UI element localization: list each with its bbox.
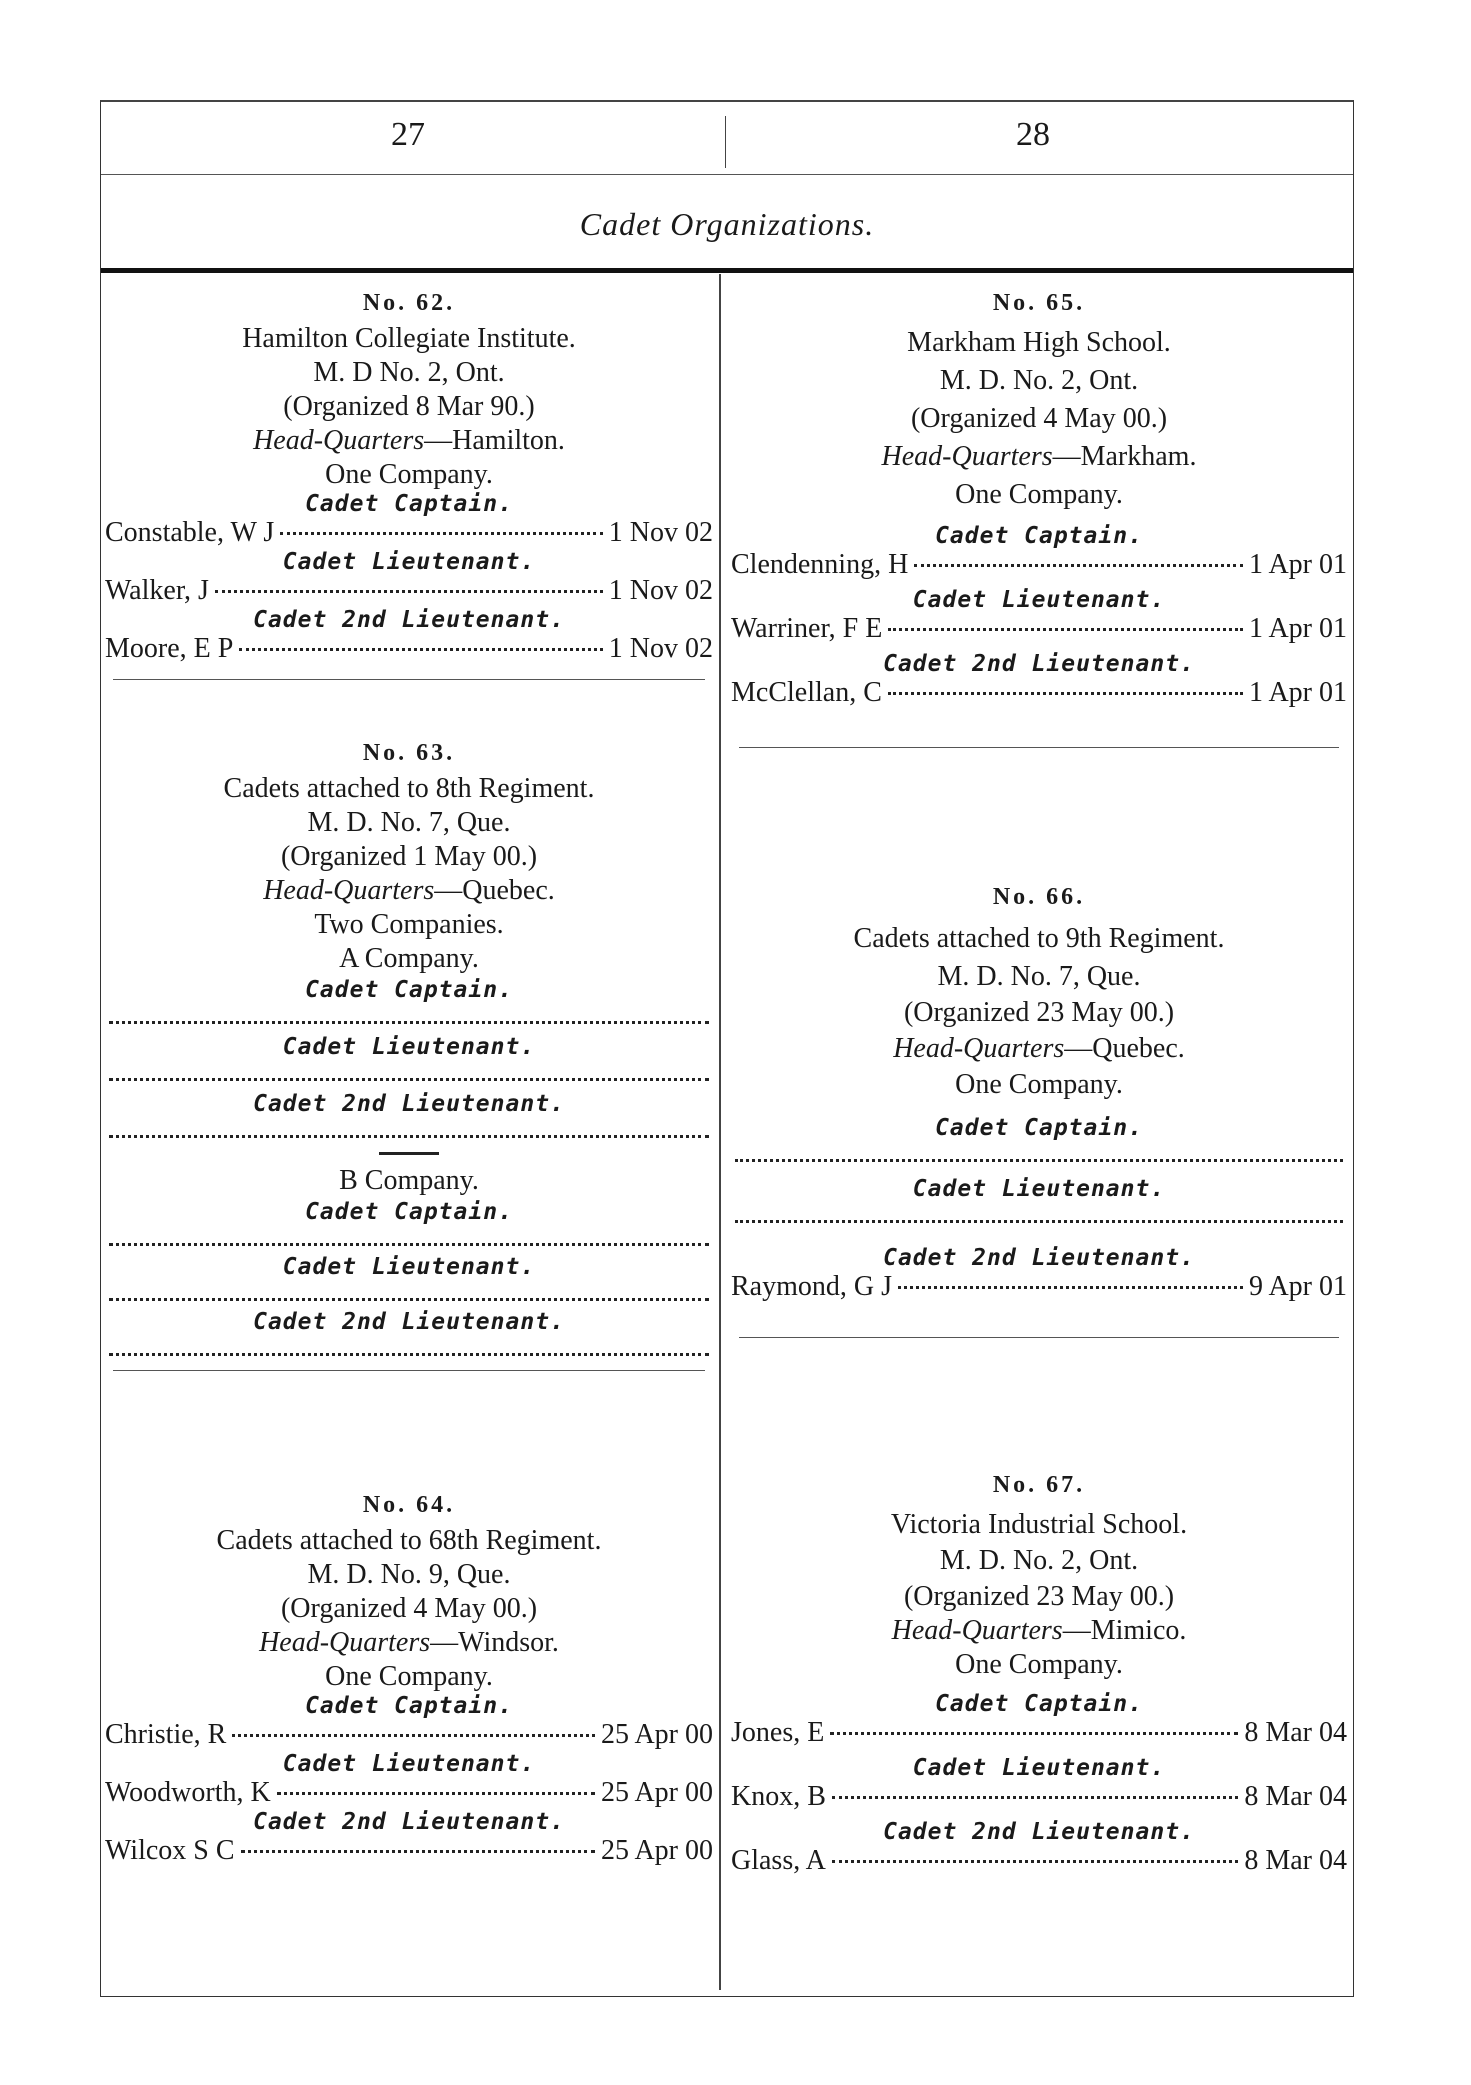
rank-second-lieutenant: Cadet 2nd Lieutenant. (253, 1309, 565, 1335)
officer-date: 25 Apr 00 (601, 1835, 713, 1866)
unit-companies: One Company. (955, 1069, 1123, 1100)
hq-label: Head-Quarters (263, 875, 435, 906)
rank-captain: Cadet Captain. (305, 491, 513, 517)
vacant-dotline (109, 1233, 709, 1246)
leader-dots (888, 628, 1243, 631)
officer-name: Moore, E P (105, 633, 234, 664)
unit-number: No. 66. (992, 884, 1086, 910)
leader-dots (241, 1850, 595, 1853)
unit-name: Hamilton Collegiate Institute. (242, 323, 576, 354)
company-b: B Company. (339, 1165, 479, 1196)
vacant-dotline (109, 1288, 709, 1301)
unit-name: Cadets attached to 68th Regiment. (216, 1525, 602, 1556)
rank-lieutenant: Cadet Lieutenant. (912, 1755, 1166, 1781)
left-page-number: 27 (391, 116, 425, 153)
leader-dots (832, 1860, 1238, 1863)
unit-district: M. D. No. 9, Que. (307, 1559, 511, 1590)
officer-date: 1 Apr 01 (1249, 549, 1347, 580)
leader-dots (280, 532, 602, 535)
rank-captain: Cadet Captain. (935, 523, 1143, 549)
vacant-dotline (109, 1011, 709, 1024)
officer-entry (105, 1777, 713, 1809)
rank-lieutenant: Cadet Lieutenant. (282, 1254, 536, 1280)
officer-entry (731, 677, 1347, 709)
unit-district: M. D. No. 2, Ont. (939, 1545, 1139, 1576)
unit-64 (105, 1492, 713, 1867)
unit-headquarters (731, 1615, 1347, 1647)
officer-date: 8 Mar 04 (1244, 1717, 1347, 1748)
unit-headquarters (105, 875, 713, 907)
unit-organized: (Organized 23 May 00.) (903, 997, 1175, 1028)
unit-number: No. 65. (992, 290, 1086, 316)
unit-companies: One Company. (955, 1649, 1123, 1680)
officer-date: 1 Nov 02 (608, 633, 713, 664)
page-title: Cadet Organizations. (579, 206, 875, 242)
unit-district: M. D No. 2, Ont. (313, 357, 505, 388)
header-divider (725, 116, 726, 168)
vacant-dotline (735, 1149, 1343, 1162)
leader-dots (277, 1792, 595, 1795)
unit-name: Cadets attached to 8th Regiment. (223, 773, 595, 804)
rank-lieutenant: Cadet Lieutenant. (912, 587, 1166, 613)
company-a: A Company. (339, 943, 479, 974)
officer-name: Christie, R (105, 1719, 227, 1750)
officer-entry (731, 549, 1347, 581)
hq-value: —Quebec. (1064, 1033, 1185, 1064)
leader-dots (832, 1796, 1238, 1799)
unit-headquarters (105, 1627, 713, 1659)
officer-name: Constable, W J (105, 517, 275, 548)
unit-number: No. 62. (362, 290, 456, 316)
unit-number: No. 67. (992, 1472, 1086, 1498)
leader-dots (239, 648, 602, 651)
hq-value: —Markham. (1052, 441, 1197, 472)
rank-second-lieutenant: Cadet 2nd Lieutenant. (883, 651, 1195, 677)
hq-label: Head-Quarters (891, 1615, 1063, 1646)
unit-name: Victoria Industrial School. (890, 1509, 1188, 1540)
leader-dots (830, 1732, 1238, 1735)
rank-captain: Cadet Captain. (305, 977, 513, 1003)
unit-67 (731, 1472, 1347, 1877)
vacant-dotline (735, 1210, 1343, 1223)
company-rule (379, 1152, 439, 1155)
title-row (101, 174, 1353, 270)
leader-dots (232, 1734, 595, 1737)
rank-second-lieutenant: Cadet 2nd Lieutenant. (883, 1819, 1195, 1845)
officer-date: 8 Mar 04 (1244, 1781, 1347, 1812)
officer-entry (731, 613, 1347, 645)
officer-entry (731, 1845, 1347, 1877)
officer-name: Wilcox S C (105, 1835, 235, 1866)
unit-companies: One Company. (325, 459, 493, 490)
unit-organized: (Organized 4 May 00.) (910, 403, 1168, 434)
unit-companies: One Company. (955, 479, 1123, 510)
rank-lieutenant: Cadet Lieutenant. (912, 1176, 1166, 1202)
officer-date: 8 Mar 04 (1244, 1845, 1347, 1876)
rank-second-lieutenant: Cadet 2nd Lieutenant. (253, 607, 565, 633)
officer-name: Knox, B (731, 1781, 826, 1812)
unit-65 (731, 290, 1347, 748)
section-separator (739, 747, 1339, 748)
officer-name: Glass, A (731, 1845, 826, 1876)
leader-dots (914, 564, 1243, 567)
hq-value: —Quebec. (434, 875, 555, 906)
rank-captain: Cadet Captain. (305, 1693, 513, 1719)
right-page-number: 28 (1016, 116, 1050, 153)
officer-date: 25 Apr 00 (601, 1777, 713, 1808)
unit-organized: (Organized 8 Mar 90.) (283, 391, 535, 422)
column-divider (719, 274, 721, 1990)
leader-dots (898, 1286, 1243, 1289)
section-separator (113, 679, 705, 680)
section-separator (113, 1370, 705, 1371)
officer-entry (105, 633, 713, 665)
officer-name: Jones, E (731, 1717, 825, 1748)
officer-date: 1 Nov 02 (608, 575, 713, 606)
officer-entry (731, 1717, 1347, 1749)
officer-name: McClellan, C (731, 677, 882, 708)
officer-entry (105, 517, 713, 549)
section-separator (739, 1337, 1339, 1338)
hq-label: Head-Quarters (253, 425, 425, 456)
hq-label: Head-Quarters (893, 1033, 1065, 1064)
unit-companies: Two Companies. (314, 909, 504, 940)
rank-lieutenant: Cadet Lieutenant. (282, 549, 536, 575)
officer-entry (731, 1271, 1347, 1303)
unit-district: M. D. No. 2, Ont. (939, 365, 1139, 396)
rank-captain: Cadet Captain. (935, 1691, 1143, 1717)
header-row (101, 102, 1353, 175)
officer-entry (105, 575, 713, 607)
officer-name: Clendenning, H (731, 549, 909, 580)
rank-captain: Cadet Captain. (935, 1115, 1143, 1141)
title-rule (101, 268, 1353, 273)
hq-label: Head-Quarters (881, 441, 1053, 472)
leader-dots (888, 692, 1243, 695)
rank-lieutenant: Cadet Lieutenant. (282, 1751, 536, 1777)
unit-number: No. 64. (362, 1492, 456, 1518)
rank-lieutenant: Cadet Lieutenant. (282, 1034, 536, 1060)
vacant-dotline (109, 1068, 709, 1081)
rank-second-lieutenant: Cadet 2nd Lieutenant. (253, 1091, 565, 1117)
unit-headquarters (105, 425, 713, 457)
officer-entry (105, 1719, 713, 1751)
unit-62 (105, 282, 713, 680)
officer-date: 1 Apr 01 (1249, 613, 1347, 644)
unit-headquarters (731, 441, 1347, 473)
officer-date: 25 Apr 00 (601, 1719, 713, 1750)
officer-date: 1 Nov 02 (608, 517, 713, 548)
rank-second-lieutenant: Cadet 2nd Lieutenant. (253, 1809, 565, 1835)
rank-captain: Cadet Captain. (305, 1199, 513, 1225)
vacant-dotline (109, 1343, 709, 1356)
leader-dots (215, 590, 603, 593)
unit-organized: (Organized 23 May 00.) (903, 1581, 1175, 1612)
unit-number: No. 63. (362, 740, 456, 766)
officer-entry (731, 1781, 1347, 1813)
hq-label: Head-Quarters (259, 1627, 431, 1658)
unit-name: Markham High School. (907, 327, 1171, 358)
officer-name: Woodworth, K (105, 1777, 271, 1808)
unit-organized: (Organized 4 May 00.) (280, 1593, 538, 1624)
hq-value: —Windsor. (430, 1627, 559, 1658)
officer-entry (105, 1835, 713, 1867)
unit-headquarters (731, 1033, 1347, 1065)
rank-second-lieutenant: Cadet 2nd Lieutenant. (883, 1245, 1195, 1271)
vacant-dotline (109, 1125, 709, 1138)
unit-organized: (Organized 1 May 00.) (280, 841, 538, 872)
unit-district: M. D. No. 7, Que. (307, 807, 511, 838)
unit-companies: One Company. (325, 1661, 493, 1692)
unit-district: M. D. No. 7, Que. (937, 961, 1141, 992)
page-frame (100, 100, 1354, 1997)
officer-date: 9 Apr 01 (1249, 1271, 1347, 1302)
officer-name: Walker, J (105, 575, 209, 606)
hq-value: —Mimico. (1062, 1615, 1187, 1646)
unit-66 (731, 884, 1347, 1338)
officer-name: Raymond, G J (731, 1271, 892, 1302)
unit-name: Cadets attached to 9th Regiment. (853, 923, 1225, 954)
unit-63 (105, 740, 713, 1371)
hq-value: —Hamilton. (424, 425, 565, 456)
officer-name: Warriner, F E (731, 613, 883, 644)
officer-date: 1 Apr 01 (1249, 677, 1347, 708)
